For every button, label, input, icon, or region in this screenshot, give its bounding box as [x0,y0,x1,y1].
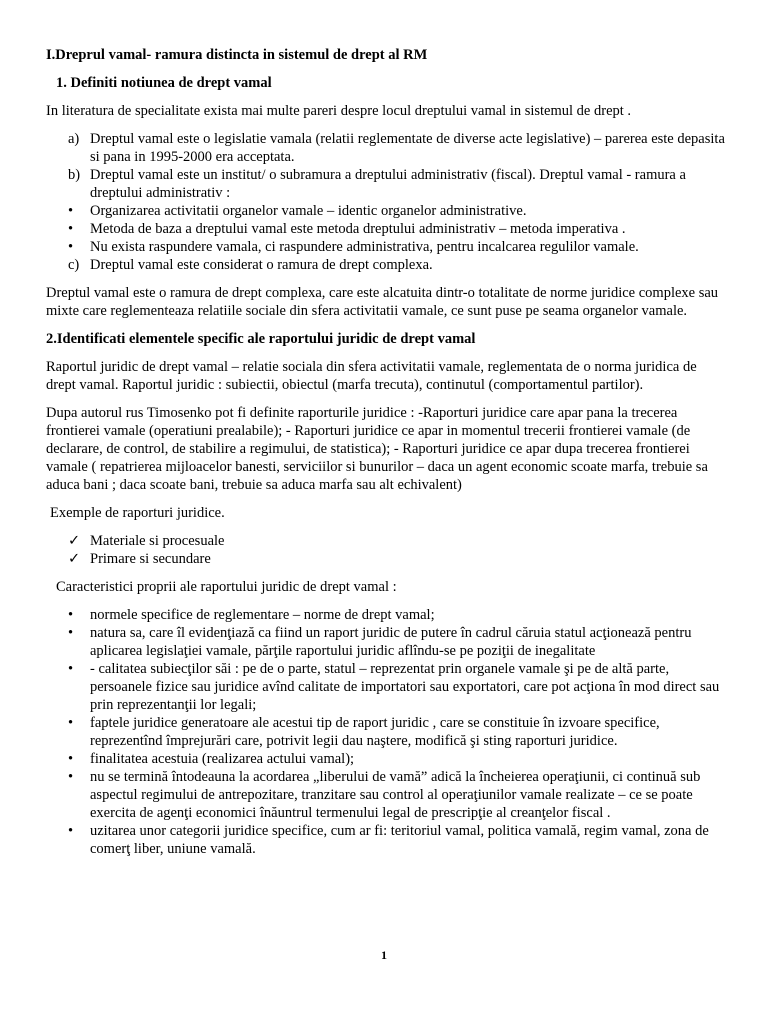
list-item-text: Dreptul vamal este o legislatie vamala (relatii reglementate de diverse acte legislative) – parerea este depasita si pana in 1995-2000 era acceptata. [90,131,725,165]
section1-conclusion: Dreptul vamal este o ramura de drept complexa, care este alcatuita dintr-o totalitate de norme juridice complexe sau mixte care reglementeaza relatiile sociale din sfera activitatii vamale, ce sunt puse pe seama organelor vamale. [46,285,719,319]
list-item [46,660,726,714]
section2-para1: Raportul juridic de drept vamal – relatie sociala din sfera activitatii vamale, reglementata de o norma juridica de drept vamal. Raportul juridic : subiectii, obiectul (marfa trecuta), continutul (comportamentul partilor). [46,359,697,393]
list-item [46,624,726,660]
list-item-text: Dreptul vamal este considerat o ramura de drept complexa. [90,257,433,273]
list-item [46,550,726,568]
list-item-text: faptele juridice generatoare ale acestui tip de raport juridic , care se constituie în izvoare specifice, reprezentînd împrejurări care, potrivit legii dau naştere, modifică şi sting raporturi juridice. [90,715,660,749]
list-item-text: Dreptul vamal este un institut/ o subramura a dreptului administrativ (fiscal). Dreptul vamal - ramura a dreptului administrativ : [90,167,686,201]
bullet-icon: • [68,221,74,237]
list-item [46,220,726,238]
section1-heading: 1. Definiti notiunea de drept vamal [56,75,272,91]
list-marker: b) [68,167,81,183]
list-item-text: Organizarea activitatii organelor vamale – identic organelor administrative. [90,203,527,219]
list-item-text: Materiale si procesuale [90,533,225,549]
list-item [46,202,726,220]
section1-intro: In literatura de specialitate exista mai multe pareri despre locul dreptului vamal in sistemul de drept . [46,103,632,119]
list-item [46,714,726,750]
list-item-text: - calitatea subiecţilor săi : pe de o parte, statul – reprezentat prin organele vamale şi pe de altă parte, persoanele fizice sau juridice avînd calitate de importatori sau exportatori, care pot acţiona în mod direct sau prin reprezentanţii lor legali; [90,661,720,713]
bullet-icon: • [68,823,74,839]
list-item-text: nu se termină întodeauna la acordarea „liberului de vamă” adică la încheierea operaţiunii, ci continuă sub aspectul regimului de antrepozitare, tranzitare sau control al operaţiunilor vamale realizate – ce se poate exercita de agenţi economici înăuntrul termenului legal de prescripţie al creanţelor fiscal . [90,769,701,821]
page-content [46,46,726,868]
list-item-text: uzitarea unor categorii juridice specifice, cum ar fi: teritoriul vamal, politica vamală, regim vamal, zona de comerţ liber, uniune vamală. [90,823,709,857]
bullet-icon: • [68,769,74,785]
bullet-icon: • [68,607,74,623]
bullet-icon: • [68,625,74,641]
section2-para2: Dupa autorul rus Timosenko pot fi definite raporturile juridice : -Raporturi juridice care apar pana la trecerea frontierei vamale (operatiuni prealabile); - Raporturi juridice ce apar in momentul trecerii frontierei vamale (de declarare, de control, de stabilire a regimului, de statistica); - Raporturi juridice ce apar dupa trecerea frontierei vamale ( repatrierea mijloacelor banesti, serviciilor si bunurilor – daca un agent economic scoate marfa, trebuie sa aduca bani ; daca scoate bani, trebuie sa aduca marfa sau alt echivalent) [46,405,708,493]
list-item [46,256,726,274]
characteristics-list [46,606,726,858]
bullet-icon: • [68,203,74,219]
list-item-text: Primare si secundare [90,551,211,567]
section1-list [46,130,726,274]
list-item-text: Nu exista raspundere vamala, ci raspundere administrativa, pentru incalcarea regulilor vamale. [90,239,639,255]
document-title: I.Dreprul vamal- ramura distincta in sistemul de drept al RM [46,47,428,63]
checkmark-icon: ✓ [68,533,81,549]
examples-list [46,532,726,568]
list-item [46,606,726,624]
bullet-icon: • [68,239,74,255]
bullet-icon: • [68,661,74,677]
list-item [46,166,726,202]
list-marker: c) [68,257,80,273]
list-item [46,750,726,768]
list-item-text: finalitatea acestuia (realizarea actului vamal); [90,751,355,767]
list-item [46,822,726,858]
list-item [46,130,726,166]
list-item-text: normele specifice de reglementare – norme de drept vamal; [90,607,435,623]
examples-title: Exemple de raporturi juridice. [50,505,225,521]
list-item [46,768,726,822]
page-number: 1 [381,948,387,962]
list-item-text: natura sa, care îl evidenţiază ca fiind un raport juridic de putere în cadrul căruia statul acţionează pentru aplicarea legislaţiei vamale, părţile raportului juridic aflîndu-se pe poziţii de inegalitate [90,625,692,659]
checkmark-icon: ✓ [68,551,81,567]
list-item-text: Metoda de baza a dreptului vamal este metoda dreptului administrativ – metoda imperativa . [90,221,626,237]
list-item [46,532,726,550]
bullet-icon: • [68,751,74,767]
characteristics-title: Caracteristici proprii ale raportului juridic de drept vamal : [56,579,397,595]
list-marker: a) [68,131,80,147]
list-item [46,238,726,256]
bullet-icon: • [68,715,74,731]
section2-heading: 2.Identificati elementele specific ale raportului juridic de drept vamal [46,331,476,347]
